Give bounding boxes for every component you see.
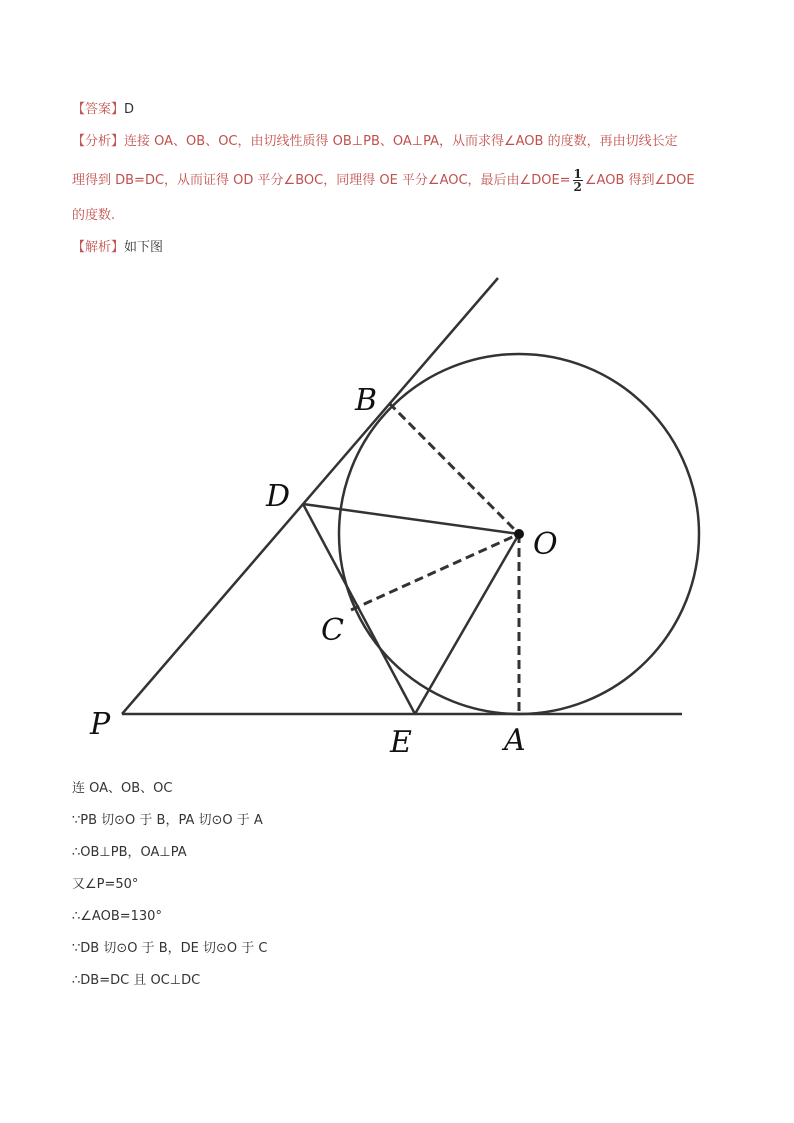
center-point-o <box>514 529 524 539</box>
label-d: D <box>266 479 291 514</box>
dashed-segment-oc <box>351 534 519 610</box>
fraction-denominator: 2 <box>573 180 582 194</box>
label-c: C <box>321 613 344 648</box>
analysis-tag: 【分析】 <box>72 134 125 149</box>
step-line: ∵DB 切⊙O 于 B，DE 切⊙O 于 C <box>72 941 268 956</box>
step-line: 又∠P=50° <box>72 877 139 892</box>
analysis-text-2b: ∠AOB 得到∠DOE <box>584 173 695 188</box>
solution-text: 如下图 <box>124 240 164 255</box>
answer-tag: 【答案】 <box>72 102 125 117</box>
analysis-text-3: 的度数. <box>72 208 116 223</box>
segment-od <box>303 504 519 534</box>
label-b: B <box>355 383 378 418</box>
step-line: ∵PB 切⊙O 于 B，PA 切⊙O 于 A <box>72 813 263 828</box>
label-p: P <box>90 707 111 742</box>
label-a: A <box>504 723 526 758</box>
label-e: E <box>390 725 412 760</box>
label-o: O <box>533 527 558 562</box>
solution-tag: 【解析】 <box>72 240 125 255</box>
dashed-segment-ob <box>389 403 519 534</box>
step-line: ∴∠AOB=130° <box>72 909 162 924</box>
answer-value: D <box>124 102 135 117</box>
tangent-line-pb <box>122 278 498 714</box>
analysis-text-2a: 理得到 DB=DC，从而证得 OD 平分∠BOC，同理得 OE 平分∠AOC，最后由∠DOE= <box>72 173 571 188</box>
fraction-numerator: 1 <box>573 167 582 181</box>
tangent-line-de <box>303 504 415 714</box>
analysis-text-1: 连接 OA、OB、OC，由切线性质得 OB⊥PB、OA⊥PA，从而求得∠AOB 的度数，再由切线长定 <box>124 134 678 149</box>
segment-oe <box>415 534 519 714</box>
step-line: ∴DB=DC 且 OC⊥DC <box>72 973 201 988</box>
step-line: 连 OA、OB、OC <box>72 781 173 796</box>
step-line: ∴OB⊥PB，OA⊥PA <box>72 845 187 860</box>
